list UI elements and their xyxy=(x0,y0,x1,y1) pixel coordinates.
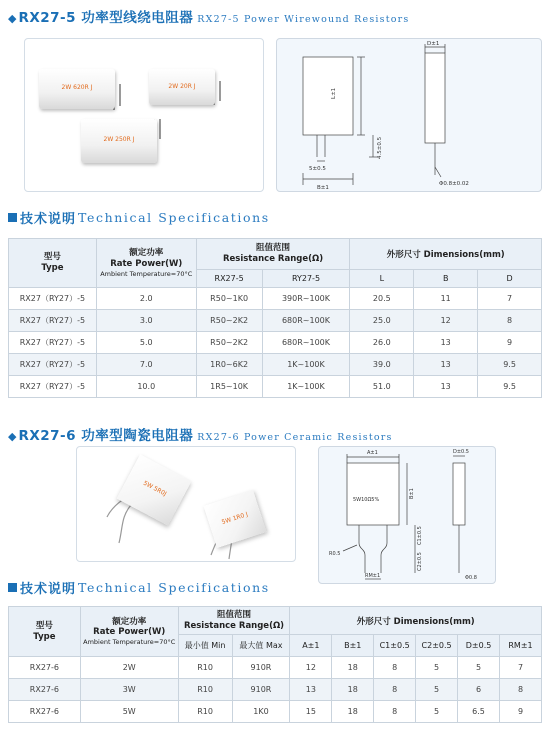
c2-dimension-label: C2±0.5 xyxy=(417,552,423,571)
spec2-title-cn: 技术说明 xyxy=(20,582,77,597)
pitch-label: 5±0.5 xyxy=(309,166,326,172)
section1-title-en: RX27-5 Power Wirewound Resistors xyxy=(197,14,410,25)
square-bullet-icon xyxy=(8,583,17,592)
header-power: 额定功率 Rate Power(W) Ambient Temperature=70°C xyxy=(96,239,196,288)
resistor-photo: 2W 620R J xyxy=(39,69,115,109)
l-dimension-label: L±1 xyxy=(331,87,337,99)
d-dimension-label: D±1 xyxy=(427,41,440,47)
wire-diameter-label: Φ0.8±0.02 xyxy=(439,181,469,187)
radius-label: R0.5 xyxy=(329,551,341,557)
a-dimension-label: A±1 xyxy=(367,450,378,456)
ceramic-resistor-photo: 5W 5R0J xyxy=(117,454,192,525)
header-range: 阻值范围 Resistance Range(Ω) xyxy=(178,607,290,635)
section1-title-cn: RX27-5 功率型线绕电阻器 xyxy=(18,10,194,26)
section1-title xyxy=(8,6,410,26)
header-sub: B xyxy=(414,270,478,288)
ceramic-resistor-photo: 5W 1R0 J xyxy=(203,490,266,548)
table-row: RX27-6 3W R10 910R 13 18 8 5 6 8 xyxy=(9,679,542,701)
table-row: RX27（RY27）-5 2.0 R50~1K0 390R~100K 20.5 11 7 xyxy=(9,288,542,310)
rx27-6-dimension-drawing xyxy=(318,446,496,584)
header-sub: 最小值 Min xyxy=(178,635,232,657)
header-power: 额定功率 Rate Power(W) Ambient Temperature=70°C xyxy=(80,607,178,657)
table-row: RX27-6 2W R10 910R 12 18 8 5 5 7 xyxy=(9,657,542,679)
table-row: RX27（RY27）-5 10.0 1R5~10K 1K~100K 51.0 13 9.5 xyxy=(9,376,542,398)
spec1-title-en: Technical Specifications xyxy=(78,210,270,225)
spec1-title xyxy=(8,208,270,227)
b-dimension-label: B±1 xyxy=(317,185,329,191)
square-bullet-icon xyxy=(8,213,17,222)
rx27-6-spec-table xyxy=(8,606,542,723)
section2-title xyxy=(8,424,393,444)
spec2-title xyxy=(8,578,270,597)
b-dimension-label: B±1 xyxy=(409,488,415,499)
wire-diameter-label: Φ0.8 xyxy=(465,575,477,581)
rx27-5-dimension-drawing xyxy=(276,38,542,192)
table-row: RX27（RY27）-5 5.0 R50~2K2 680R~100K 26.0 13 9 xyxy=(9,332,542,354)
header-sub: RY27-5 xyxy=(262,270,350,288)
lead-length-label: 4.5±0.5 xyxy=(377,136,383,159)
diamond-icon: ◆ xyxy=(8,12,17,25)
header-dimensions: 外形尺寸 Dimensions(mm) xyxy=(290,607,542,635)
section2-title-cn: RX27-6 功率型陶瓷电阻器 xyxy=(18,428,194,444)
resistor-photo: 2W 20R J xyxy=(149,69,215,105)
header-sub: L xyxy=(350,270,414,288)
table-row: RX27（RY27）-5 7.0 1R0~6K2 1K~100K 39.0 13 9.5 xyxy=(9,354,542,376)
spec1-title-cn: 技术说明 xyxy=(20,212,77,227)
spec2-title-en: Technical Specifications xyxy=(78,580,270,595)
d-dimension-label: D±0.5 xyxy=(453,449,469,455)
header-sub: 最大值 Max xyxy=(232,635,290,657)
marking-label: 5W10Ω5% xyxy=(353,497,380,503)
diamond-icon: ◆ xyxy=(8,430,17,443)
section2-title-en: RX27-6 Power Ceramic Resistors xyxy=(197,432,393,443)
rx27-5-spec-table xyxy=(8,238,542,398)
header-sub: C1±0.5 xyxy=(374,635,416,657)
header-sub: B±1 xyxy=(332,635,374,657)
header-range: 阻值范围 Resistance Range(Ω) xyxy=(196,239,350,270)
header-sub: D±0.5 xyxy=(458,635,500,657)
header-sub: RX27-5 xyxy=(196,270,262,288)
header-dimensions: 外形尺寸 Dimensions(mm) xyxy=(350,239,542,270)
header-type: 型号 Type xyxy=(9,239,97,288)
resistor-photo: 2W 250R J xyxy=(81,119,157,163)
rx27-5-photo xyxy=(24,38,264,192)
table-row: RX27（RY27）-5 3.0 R50~2K2 680R~100K 25.0 12 8 xyxy=(9,310,542,332)
header-sub: D xyxy=(478,270,542,288)
header-sub: A±1 xyxy=(290,635,332,657)
table-row: RX27-6 5W R10 1K0 15 18 8 5 6.5 9 xyxy=(9,701,542,723)
header-type: 型号 Type xyxy=(9,607,81,657)
header-sub: RM±1 xyxy=(500,635,542,657)
rm-dimension-label: RM±1 xyxy=(365,573,381,579)
header-sub: C2±0.5 xyxy=(416,635,458,657)
c1-dimension-label: C1±0.5 xyxy=(417,526,423,545)
rx27-6-photo xyxy=(76,446,296,562)
